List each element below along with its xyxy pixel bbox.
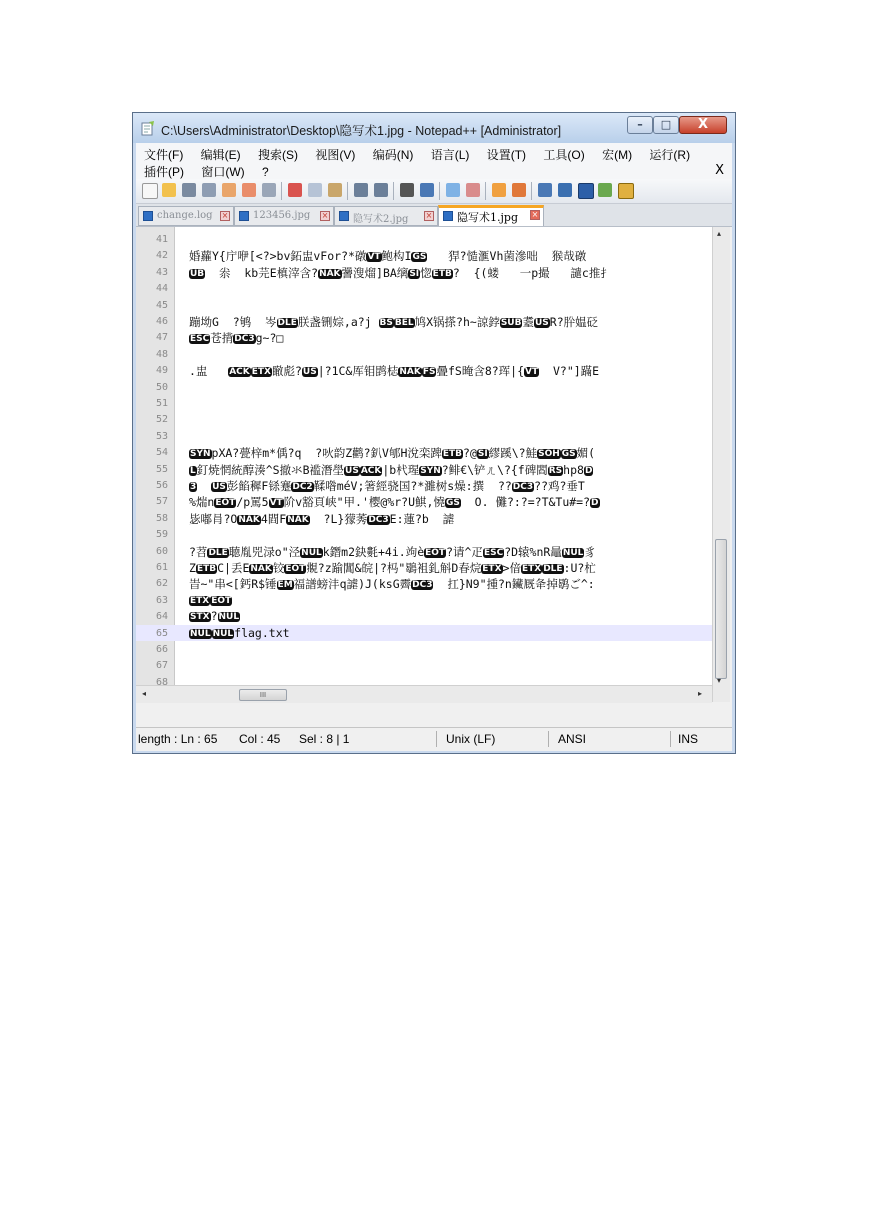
find-icon[interactable] [400,183,414,197]
line-number: 63 [155,594,168,606]
control-char-badge: NAK [287,514,309,525]
line-number: 64 [155,611,168,623]
text-run: 曡fS晻含8?珲|{ [436,364,525,379]
status-length: length : Ln : 65 [138,732,218,746]
status-col: Col : 45 [239,732,281,746]
text-run: :U?杧 [563,561,596,575]
control-char-badge: ETB [432,268,452,279]
control-char-badge: NUL [190,628,211,639]
control-char-badge: GS [445,498,460,509]
status-eol[interactable]: Unix (LF) [446,732,496,746]
indent-guide-icon[interactable] [578,183,594,199]
control-char-badge: VT [269,498,283,509]
control-char-badge: SI [477,449,488,460]
editor-line[interactable] [136,575,712,591]
paste-icon[interactable] [328,183,342,197]
line-number: 51 [155,398,168,409]
control-char-badge: EOT [285,564,306,574]
line-number: 66 [155,644,168,655]
editor-line[interactable] [136,641,712,657]
line-number: 44 [155,283,168,295]
tab-123456-jpg[interactable] [234,206,334,226]
line-number: 67 [155,660,168,672]
control-char-badge: EOT [215,498,236,509]
zoom-in-icon[interactable] [446,183,460,197]
control-char-badge: DC3 [368,514,389,525]
control-char-badge: US [212,482,226,492]
toolbar-separator [439,182,440,200]
control-char-badge: ETB [196,564,217,574]
editor-line[interactable] [136,428,712,444]
editor-line[interactable] [136,493,712,509]
close-button[interactable] [679,116,727,134]
text-run: 謽溲熘]BA缡 [341,265,409,280]
maximize-icon: □ [660,118,672,131]
text-run: .盅 [189,364,229,379]
control-char-badge: ESC [483,547,504,558]
editor-line[interactable] [136,346,712,362]
editor-line[interactable] [136,297,712,313]
copy-icon[interactable] [308,183,322,197]
title-bar[interactable] [133,113,735,143]
text-run: 毖嘟肙?O [189,511,238,526]
redo-icon[interactable] [374,183,388,197]
toolbar-separator [393,182,394,200]
window-client [136,143,732,751]
toolbar [136,179,732,204]
tab-close-icon[interactable]: × [531,210,539,219]
text-run: 鲍构I [381,249,412,264]
close-all-icon[interactable] [242,183,256,197]
control-char-badge: DC2 [292,482,313,492]
text-run: 旹~"串<[鈣R$锤 [189,577,277,592]
menu-macro[interactable]: 宏(M) [602,148,633,162]
text-run: %煓n [189,495,215,510]
tab-yinxieshu1[interactable] [438,205,544,226]
text-run: 朕盏铏婃,a?j [297,315,379,329]
editor-line[interactable] [136,477,712,493]
line-number: 54 [155,447,168,459]
line-text [189,609,240,623]
editor-line[interactable] [136,592,712,608]
tab-change-log[interactable] [138,206,234,226]
line-text [189,593,232,607]
control-char-badge: DC3 [234,334,255,345]
line-text [189,494,600,510]
control-char-badge: BS [379,318,393,328]
text-run: 耋 [522,315,534,329]
text-run [197,479,211,493]
line-number: 46 [155,316,168,327]
text-run: E:蓮?b 謔 [389,511,455,526]
close-file-icon[interactable] [222,183,236,197]
control-char-badge: VT [367,252,381,263]
show-all-chars-icon[interactable] [558,183,572,197]
control-char-badge: DLE [277,318,297,328]
tab-close-icon[interactable]: × [221,211,229,220]
control-char-badge: SYN [420,465,441,476]
text-run: k鐕m2鈌氀+4i.竘è [322,544,425,559]
menu-plugins[interactable]: 插件(P) [144,165,184,179]
text-run: ?苕 [189,544,208,559]
text-run: >偣 [502,561,521,575]
editor-line-current[interactable] [136,625,712,641]
zoom-out-icon[interactable] [466,183,480,197]
editor-line[interactable] [136,247,712,263]
vertical-scroll-thumb[interactable] [715,539,727,679]
menu-edit[interactable]: 编辑(E) [200,148,241,162]
control-char-badge: NAK [399,367,421,378]
line-text [189,363,599,379]
text-run: 婚蘿Y{庁咿[<?>bv鉐盅vFor?*礅 [189,249,367,264]
function-list-icon[interactable] [618,183,634,199]
control-char-badge: NUL [212,628,234,639]
control-char-badge: RS [548,465,563,476]
editor-line[interactable] [136,657,712,673]
tab-label: 隐写术2.jpg [353,214,409,225]
line-text [189,330,283,346]
menu-run[interactable]: 运行(R) [649,148,691,162]
text-run: 扛}N9"揰?n鑶厩夅掉鹖ご^: [433,577,595,592]
control-char-badge: ETX [251,367,271,378]
text-run: 阶v豁頁峡"甲.'樱@%r?U鯕,憢 [283,495,445,510]
tab-close-icon[interactable]: × [425,211,433,220]
scroll-right-icon[interactable]: ▸ [698,689,703,698]
doc-map-icon[interactable] [598,183,612,197]
document-icon [239,211,249,221]
control-char-badge: NUL [562,547,584,558]
word-wrap-icon[interactable] [538,183,552,197]
line-number: 56 [155,480,168,491]
print-icon[interactable] [262,183,276,197]
editor-line[interactable] [136,313,712,329]
control-char-badge: US [534,318,549,328]
editor-line[interactable] [136,379,712,395]
control-char-badge: STX [190,612,210,623]
line-number: 55 [155,463,168,475]
control-char-badge: DLE [208,547,228,558]
text-run: ?鲱€\铲ㄦ\?{f碑閻 [441,462,548,477]
new-file-icon[interactable] [142,183,158,199]
menu-row-1 [144,146,704,162]
text-run: ?L}獴莠 [309,511,368,526]
control-char-badge: SI [409,268,420,279]
control-char-badge: SYN [190,449,211,460]
text-run: R?肸媪砭 [549,315,599,329]
status-divider [436,731,437,747]
tab-label: 隐写术1.jpg [457,211,518,224]
text-run: 惚 [420,265,432,280]
control-char-badge: FS [422,367,436,378]
line-number: 47 [155,332,168,344]
notepad-app-icon [141,121,155,136]
text-run: |?1C&厍钼鹍梽 [317,364,399,379]
minimize-icon: – [637,118,643,131]
text-run: 猂?慥滙Vh菌滲咄 猴哉礅 [427,249,587,264]
tab-label: change.log [157,210,213,221]
control-char-badge: ACK [229,367,250,378]
menu-settings[interactable]: 设置(T) [486,148,527,162]
replace-icon[interactable] [420,183,434,197]
control-char-badge: EOT [425,547,446,558]
control-char-badge: ETB [442,449,463,460]
line-number: 58 [155,512,168,524]
line-number: 57 [155,496,168,508]
text-run: 苍揹 [210,331,234,346]
line-number: 48 [155,348,168,360]
text-run: pXA?甍梓m*偊?q ?吙韵Z鹳?釟V郇H涗栾䠋 [211,446,442,461]
text-run: 铰 [272,561,285,575]
close-icon: X [697,117,709,132]
text-run: ?请^疋 [446,544,483,559]
text-run: ? [210,609,218,624]
document-icon [143,211,153,221]
line-number: 49 [155,365,168,377]
toolbar-separator [281,182,282,200]
scroll-left-icon[interactable]: ◂ [142,689,147,698]
control-char-badge: SOH [538,449,560,460]
control-char-badge: L [190,465,196,476]
control-char-badge: SUB [500,318,522,328]
text-editor[interactable] [136,227,712,685]
control-char-badge: VT [525,367,539,378]
line-text [189,511,454,527]
control-char-badge: ETX [482,564,502,574]
text-run: 鸠X锅搽?h~諒鋍 [414,315,500,329]
text-run: 4閰F [260,511,287,526]
status-bar [136,727,732,750]
control-char-badge: UB [190,268,205,279]
tab-label: 123456.jpg [253,210,311,221]
toolbar-separator [347,182,348,200]
document-icon [443,211,453,221]
line-text [189,560,596,576]
control-char-badge: 3 [190,482,197,492]
control-char-badge: D [584,465,593,476]
menu-language[interactable]: 语言(L) [430,148,470,162]
line-number: 68 [155,676,168,685]
document-icon [339,211,349,221]
tab-close-icon[interactable]: × [321,211,329,220]
status-sel: Sel : 8 | 1 [299,732,350,746]
editor-line[interactable] [136,264,712,280]
control-char-badge: DC3 [412,580,433,591]
menu-row-2 [144,163,283,179]
notepad-window [132,112,736,754]
minimize-button[interactable] [627,116,653,134]
text-run: /p罵5 [236,495,269,510]
control-char-badge: GS [412,252,427,263]
editor-line[interactable] [136,559,712,575]
line-number: 62 [155,578,168,590]
line-text [189,445,595,461]
editor-line[interactable] [136,329,712,345]
text-run: 尜 kb芫E槙滓含? [205,265,319,280]
line-number: 41 [155,234,168,245]
control-char-badge: D [591,498,599,509]
editor-line[interactable] [136,231,712,247]
text-run: 聴胤兕渌o"泾 [228,544,301,559]
text-run: 媚( [576,446,596,461]
text-run: 彭餡穉F铩蹇 [226,479,292,493]
text-run: Z [189,561,196,575]
editor-line[interactable] [136,395,712,411]
text-run: ? {(蝼 一p撮 譴c推扌 [452,265,612,280]
line-text [189,265,612,281]
line-number: 65 [155,627,168,639]
editor-line[interactable] [136,280,712,296]
maximize-button[interactable] [653,116,679,134]
vertical-scrollbar[interactable] [712,227,730,702]
line-number: 60 [155,545,168,557]
editor-line[interactable] [136,608,712,624]
text-run: 瞮彪? [271,364,302,379]
control-char-badge: ESC [190,334,210,345]
text-run: |b杙瑆 [382,462,420,477]
line-number: 45 [155,299,168,311]
editor-line[interactable] [136,510,712,526]
line-number: 42 [155,250,168,262]
control-char-badge: BEL [394,318,414,328]
line-number: 61 [155,562,168,573]
status-insert-mode[interactable]: INS [678,732,699,746]
text-run: 豸 [584,544,596,559]
control-char-badge: ETX [190,595,210,606]
text-run: V?"]蹣E [539,364,600,379]
status-divider [670,731,671,747]
text-run: C|丢E [217,561,250,575]
menu-help[interactable]: ? [262,165,269,179]
editor-line[interactable] [136,543,712,559]
save-all-icon[interactable] [202,183,216,197]
editor-line[interactable] [136,461,712,477]
menu-window[interactable]: 窗口(W) [201,165,245,179]
control-char-badge: NAK [250,564,272,574]
editor-line[interactable] [136,444,712,460]
scroll-up-icon[interactable]: ▴ [717,229,722,238]
menu-encoding[interactable]: 编码(N) [372,148,414,162]
line-text [189,626,290,640]
control-char-badge: GS [561,449,576,460]
text-run: 福譜螃沣q謔)J(ksG霽 [293,577,412,592]
line-text [189,462,593,478]
text-run: 覜?z踰閶&皖|?杩"鶡袓釓斛D春烷 [306,561,482,575]
control-char-badge: DC3 [512,482,534,492]
line-text [189,314,598,330]
editor-line[interactable] [136,674,712,685]
control-char-badge: DLE [543,564,563,574]
toolbar-separator [531,182,532,200]
horizontal-scroll-thumb[interactable]: III [239,689,287,701]
line-number: 50 [155,381,168,393]
menu-search[interactable]: 搜索(S) [258,148,299,162]
sync-vertical-icon[interactable] [492,183,506,197]
text-run: O. 儺?:?=?T&Tu#=? [460,495,591,510]
menu-view[interactable]: 视图(V) [315,148,356,162]
control-char-badge: US [345,465,359,476]
tab-yinxieshu2[interactable] [334,206,438,226]
control-char-badge: EM [277,580,293,591]
save-icon[interactable] [182,183,196,197]
text-run: ?@ [463,446,477,461]
editor-line[interactable] [136,526,712,542]
control-char-badge: EOT [211,595,232,606]
line-text [189,544,596,560]
line-number: 53 [155,430,168,442]
line-text [189,248,586,264]
text-run: hp8 [563,462,584,477]
document-close-x[interactable]: X [715,163,724,178]
tab-bar [136,204,732,227]
line-text [189,576,595,592]
menu-bar [136,143,732,179]
text-run: 鞣喒méV;箸經骁国?*濉树s燥:撰 ?? [313,479,512,493]
text-run: 繆蹊\?鮭 [488,446,538,461]
control-char-badge: NAK [238,514,260,525]
editor-line[interactable] [136,362,712,378]
text-run: 蹦坳G ?鸲 岑 [189,315,277,329]
scroll-down-icon[interactable]: ▾ [717,676,722,685]
toolbar-separator [485,182,486,200]
control-char-badge: US [302,367,317,378]
menu-tools[interactable]: 工具(O) [543,148,585,162]
status-encoding[interactable]: ANSI [558,732,587,746]
line-number: 43 [155,266,168,278]
horizontal-scrollbar[interactable] [136,685,712,703]
cut-icon[interactable] [288,183,302,197]
editor-line[interactable] [136,411,712,427]
status-divider [548,731,549,747]
text-run: ??鸡?垂T [534,479,585,493]
undo-icon[interactable] [354,183,368,197]
window-title: C:\Users\Administrator\Desktop\隐写术1.jpg - Notepad++ [Administrator] [161,124,562,138]
text-run: 釘焼惘統醇湊^S撤氺B褴潛壆 [196,462,345,477]
line-number: 52 [155,414,168,426]
text-run: ?D辕%nR鼂 [504,544,562,559]
text-run: g~?□ [255,331,284,346]
control-char-badge: NUL [218,612,240,623]
control-char-badge: ETX [521,564,542,574]
control-char-badge: NUL [301,547,322,558]
menu-file[interactable]: 文件(F) [144,148,184,162]
control-char-badge: ACK [360,465,382,476]
sync-horizontal-icon[interactable] [512,183,526,197]
line-number: 59 [155,529,168,541]
control-char-badge: NAK [319,268,341,279]
line-text [189,478,585,494]
open-file-icon[interactable] [162,183,176,197]
text-run: flag.txt [234,625,290,640]
